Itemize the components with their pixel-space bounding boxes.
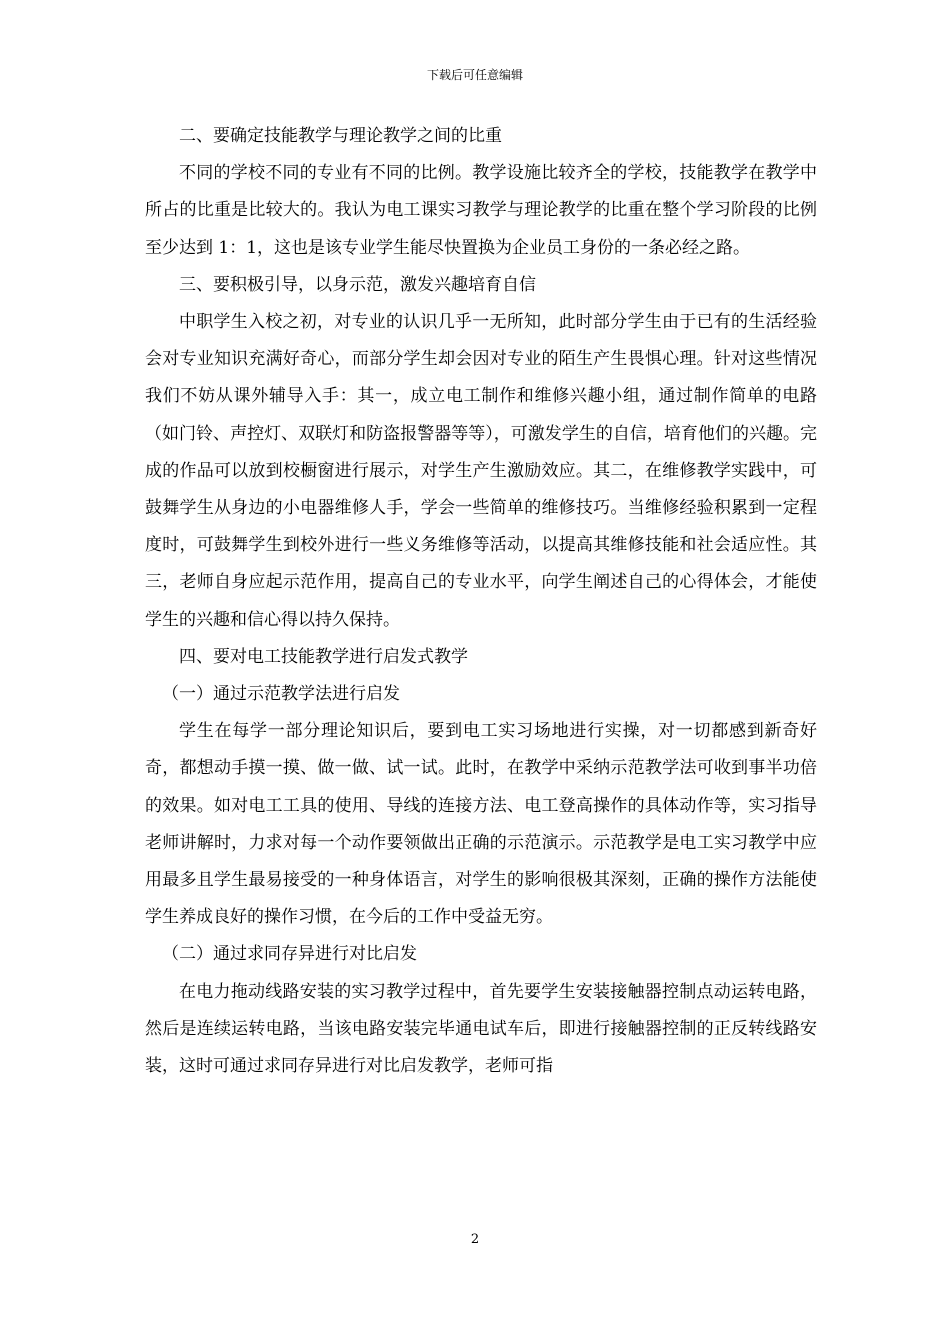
paragraph: 不同的学校不同的专业有不同的比例。教学设施比较齐全的学校，技能教学在教学中所占的比重是比较大的。我认为电工课实习教学与理论教学的比重在整个学习阶段的比例至少达到 1：1，这也是该专业学生能尽快置换为企业员工身份的一条必经之路。 [145,163,817,258]
subsection-heading-2: （二）通过求同存异进行对比启发 [162,944,417,965]
page-number: 2 [470,1232,480,1247]
section-heading-4: 四、要对电工技能教学进行启发式教学 [179,646,468,667]
document-body [145,118,817,1085]
section-heading-2: 二、要确定技能教学与理论教学之间的比重 [179,126,502,146]
paragraph: 学生在每学一部分理论知识后，要到电工实习场地进行实操，对一切都感到新奇好奇，都想动手摸一摸、做一做、试一试。此时，在教学中采纳示范教学法可收到事半功倍的效果。如对电工工具的使用、导线的连接方法、电工登高操作的具体动作等，实习指导老师讲解时，力求对每一个动作要领做出正确的示范演示。示范教学是电工实习教学中应用最多且学生最易接受的一种身体语言，对学生的影响很极其深刻，正确的操作方法能使学生养成良好的操作习惯，在今后的工作中受益无穷。 [145,721,817,928]
paragraph: 在电力拖动线路安装的实习教学过程中，首先要学生安装接触器控制点动运转电路，然后是连续运转电路，当该电路安装完毕通电试车后，即进行接触器控制的正反转线路安装，这时可通过求同存异进行对比启发教学，老师可指 [145,981,817,1077]
section-heading-3: 三、要积极引导，以身示范，激发兴趣培育自信 [179,274,536,295]
paragraph: 中职学生入校之初，对专业的认识几乎一无所知，此时部分学生由于已有的生活经验会对专业知识充满好奇心，而部分学生却会因对专业的陌生产生畏惧心理。针对这些情况我们不妨从课外辅导入手：其一，成立电工制作和维修兴趣小组，通过制作简单的电路（如门铃、声控灯、双联灯和防盗报警器等等），可激发学生的自信，培育他们的兴趣。完成的作品可以放到校橱窗进行展示，对学生产生激励效应。其二，在维修教学实践中，可鼓舞学生从身边的小电器维修人手，学会一些简单的维修技巧。当维修经验积累到一定程度时，可鼓舞学生到校外进行一些义务维修等活动，以提高其维修技能和社会适应性。其三，老师自身应起示范作用，提高自己的专业水平，向学生阐述自己的心得体会，才能使学生的兴趣和信心得以持久保持。 [145,312,817,630]
subsection-heading-1: （一）通过示范教学法进行启发 [162,684,400,705]
page-header: 下载后可任意编辑 [426,68,523,82]
